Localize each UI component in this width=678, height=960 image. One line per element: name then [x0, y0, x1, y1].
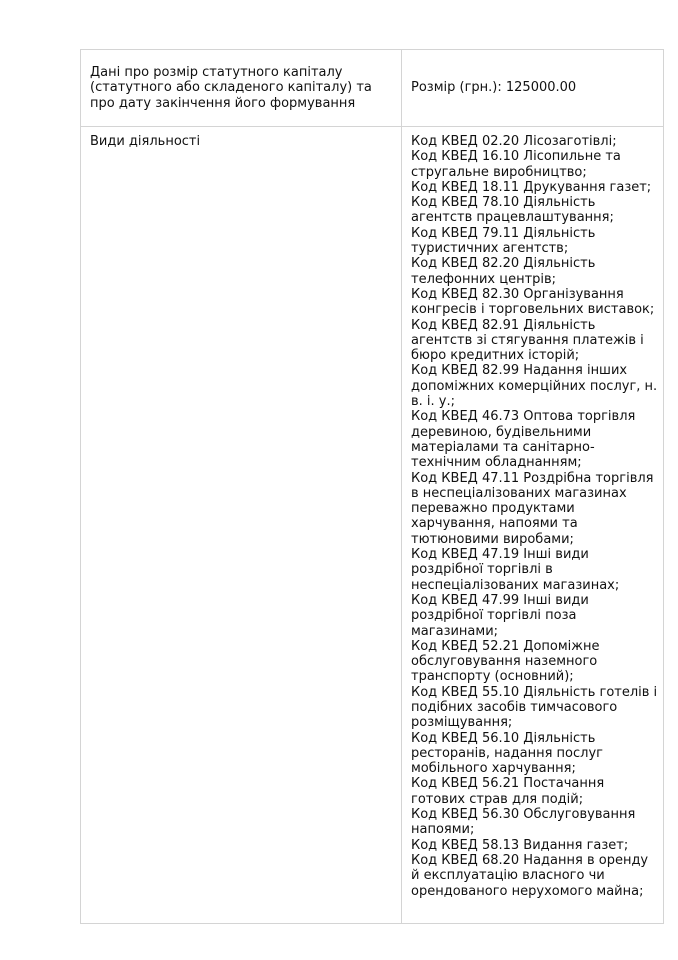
- kved-item: Код КВЕД 68.20 Надання в оренду й експлуатацію власного чи орендованого нерухомого майна;: [411, 852, 649, 899]
- kved-item: Код КВЕД 47.11 Роздрібна торгівля в неспеціалізованих магазинах переважно продуктами харчування, напоями та тютюновими виробами;: [411, 470, 654, 547]
- kved-item: Код КВЕД 46.73 Оптова торгівля деревиною, будівельними матеріалами та санітарно-технічним обладнанням;: [411, 409, 636, 471]
- capital-value: Розмір (грн.): 125000.00: [402, 50, 664, 127]
- capital-row: [81, 50, 664, 127]
- kved-item: Код КВЕД 18.11 Друкування газет;: [411, 179, 652, 195]
- activities-label: Види діяльності: [81, 127, 402, 924]
- kved-item: Код КВЕД 02.20 Лісозаготівлі;: [411, 134, 617, 149]
- kved-item: Код КВЕД 58.13 Видання газет;: [411, 837, 629, 853]
- kved-item: Код КВЕД 78.10 Діяльність агентств працевлаштування;: [411, 195, 614, 226]
- kved-item: Код КВЕД 82.20 Діяльність телефонних центрів;: [411, 256, 596, 287]
- kved-item: Код КВЕД 56.30 Обслуговування напоями;: [411, 807, 636, 838]
- kved-item: Код КВЕД 56.10 Діяльність ресторанів, надання послуг мобільного харчування;: [411, 730, 603, 777]
- registry-table: [80, 49, 664, 924]
- kved-item: Код КВЕД 55.10 Діяльність готелів і подібних засобів тимчасового розміщування;: [411, 684, 658, 731]
- kved-item: Код КВЕД 47.99 Інші види роздрібної торгівлі поза магазинами;: [411, 592, 589, 639]
- kved-item: Код КВЕД 82.30 Організування конгресів і торговельних виставок;: [411, 286, 655, 318]
- kved-item: Код КВЕД 56.21 Постачання готових страв для подій;: [411, 776, 605, 807]
- kved-item: Код КВЕД 16.10 Лісопильне та стругальне виробництво;: [411, 149, 621, 180]
- capital-label: Дані про розмір статутного капіталу (статутного або складеного капіталу) та про дату закінчення його формування: [81, 50, 402, 127]
- kved-item: Код КВЕД 79.11 Діяльність туристичних агентств;: [411, 225, 596, 257]
- activities-row: [81, 127, 664, 924]
- kved-item: Код КВЕД 82.99 Надання інших допоміжних комерційних послуг, н. в. і. у.;: [411, 363, 658, 410]
- activities-value: [402, 127, 664, 924]
- kved-item: Код КВЕД 52.21 Допоміжне обслуговування наземного транспорту (основний);: [411, 638, 600, 685]
- kved-list: [411, 134, 659, 899]
- kved-item: Код КВЕД 82.91 Діяльність агентств зі стягування платежів і бюро кредитних історій;: [411, 317, 644, 364]
- kved-item: Код КВЕД 47.19 Інші види роздрібної торгівлі в неспеціалізованих магазинах;: [411, 547, 620, 593]
